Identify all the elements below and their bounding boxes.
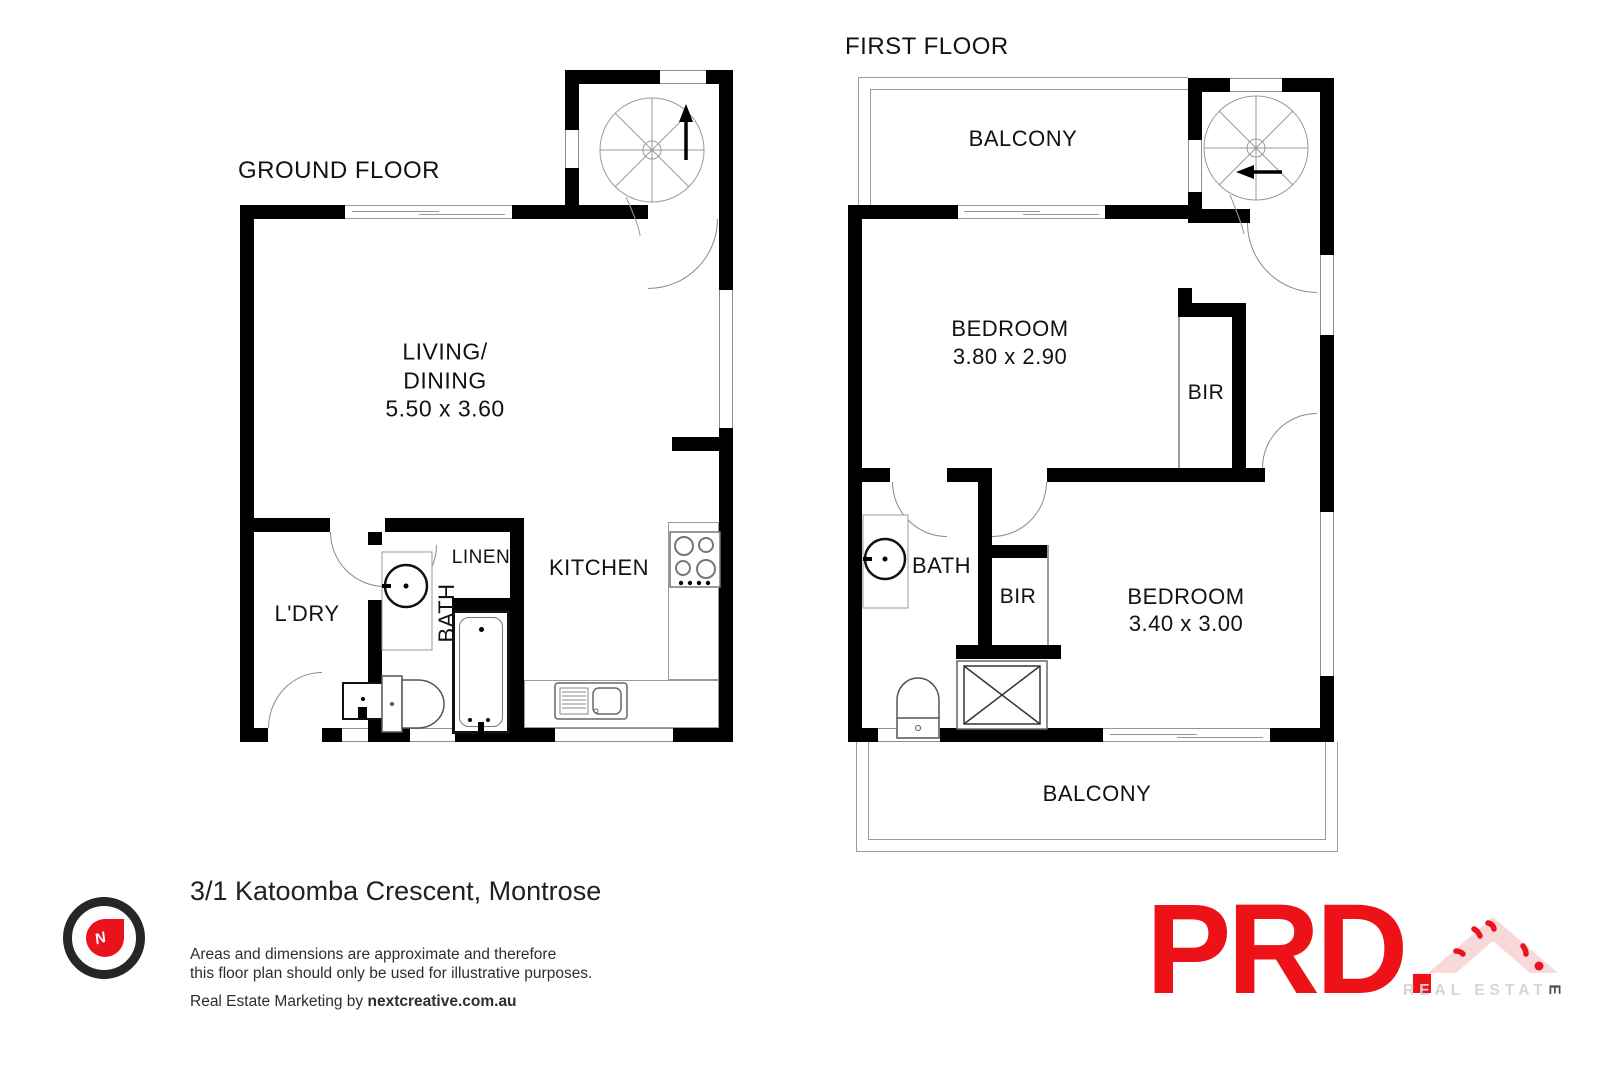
wall	[992, 545, 1047, 558]
wall	[510, 518, 524, 742]
wall	[673, 728, 733, 742]
wall	[940, 728, 1103, 742]
wall	[565, 70, 579, 130]
prd-logo: PRD.	[1146, 878, 1436, 1021]
wall	[672, 437, 733, 451]
bathtub-icon	[452, 610, 510, 734]
wall	[848, 728, 878, 742]
door-arc	[1262, 413, 1317, 468]
wall	[240, 205, 345, 219]
room-label-balcony-top: BALCONY	[968, 126, 1078, 151]
room-label-kitchen: KITCHEN	[548, 555, 650, 580]
compass-needle-icon	[86, 919, 124, 957]
shower-icon	[956, 660, 1048, 730]
window	[1320, 512, 1334, 676]
basin-icon	[862, 514, 910, 610]
wall	[385, 518, 524, 532]
sliding-door	[1103, 728, 1270, 742]
roof-logo-icon	[1398, 893, 1562, 977]
window	[660, 70, 706, 84]
marketing-domain: nextcreative.com.au	[367, 993, 517, 1010]
wall	[1232, 303, 1246, 468]
ground-floor-title: GROUND FLOOR	[238, 157, 441, 184]
stair-up-arrow-icon	[679, 104, 693, 160]
room-label-balcony-bottom: BALCONY	[1042, 781, 1152, 806]
door-arc	[992, 482, 1047, 537]
window	[565, 130, 579, 168]
wall	[848, 205, 958, 219]
wall	[1320, 335, 1334, 512]
basin-icon	[380, 550, 434, 652]
wall	[862, 468, 890, 482]
kitchen-sink-icon	[554, 682, 628, 720]
first-floor-title: FIRST FLOOR	[845, 33, 1009, 60]
room-dims-bedroom1: 3.80 x 2.90	[952, 344, 1068, 369]
sliding-door	[958, 205, 1105, 219]
toilet-icon	[894, 672, 942, 740]
room-label-bath: BATH	[434, 583, 459, 643]
wall	[254, 518, 330, 532]
sliding-window	[345, 205, 512, 219]
wall	[322, 728, 342, 742]
room-label-bir2: BIR	[999, 585, 1037, 608]
laundry-sink-icon	[342, 682, 384, 720]
property-address: 3/1 Katoomba Crescent, Montrose	[190, 876, 602, 906]
disclaimer-line-1: Areas and dimensions are approximate and therefore	[190, 946, 557, 963]
door-arc	[268, 672, 322, 728]
room-label-living-2: DINING	[403, 367, 487, 394]
stove-icon	[669, 531, 721, 593]
room-dims-bedroom2: 3.40 x 3.00	[1128, 611, 1244, 636]
window	[555, 728, 673, 742]
wall	[978, 482, 992, 659]
closet-front-line	[1047, 545, 1049, 645]
closet-front-line	[1178, 317, 1180, 468]
wall	[565, 70, 660, 84]
room-label-laundry: L'DRY	[274, 601, 340, 626]
wall	[240, 728, 268, 742]
compass-icon	[63, 897, 145, 979]
marketing-credit: Real Estate Marketing by nextcreative.com.au	[190, 993, 517, 1010]
room-label-linen: LINEN	[451, 547, 511, 568]
room-label-bedroom2: BEDROOM	[1127, 584, 1245, 609]
room-label-living-1: LIVING/	[402, 338, 488, 365]
compass-north-letter: N	[92, 928, 109, 949]
wall	[240, 205, 254, 742]
wall	[848, 205, 862, 742]
logo-real-estate-text: REAL ESTATE	[1403, 982, 1563, 1000]
disclaimer-line-2: this floor plan should only be used for illustrative purposes.	[190, 965, 593, 982]
window	[1320, 255, 1334, 335]
wall	[1047, 468, 1265, 482]
wall	[1270, 728, 1334, 742]
spiral-staircase-icon	[1190, 86, 1336, 236]
window	[719, 290, 733, 428]
room-dims-living: 5.50 x 3.60	[385, 395, 505, 422]
rotated-letter: E	[1545, 984, 1563, 1000]
wall	[1105, 205, 1188, 219]
wall	[947, 468, 992, 482]
room-label-bath-ff: BATH	[912, 553, 972, 578]
toilet-icon	[380, 672, 452, 736]
wall	[956, 645, 1061, 659]
room-label-bedroom1: BEDROOM	[951, 316, 1069, 341]
room-label-bir1: BIR	[1187, 381, 1225, 404]
wall	[368, 532, 382, 545]
wall	[719, 428, 733, 742]
spiral-staircase-icon	[582, 88, 728, 238]
